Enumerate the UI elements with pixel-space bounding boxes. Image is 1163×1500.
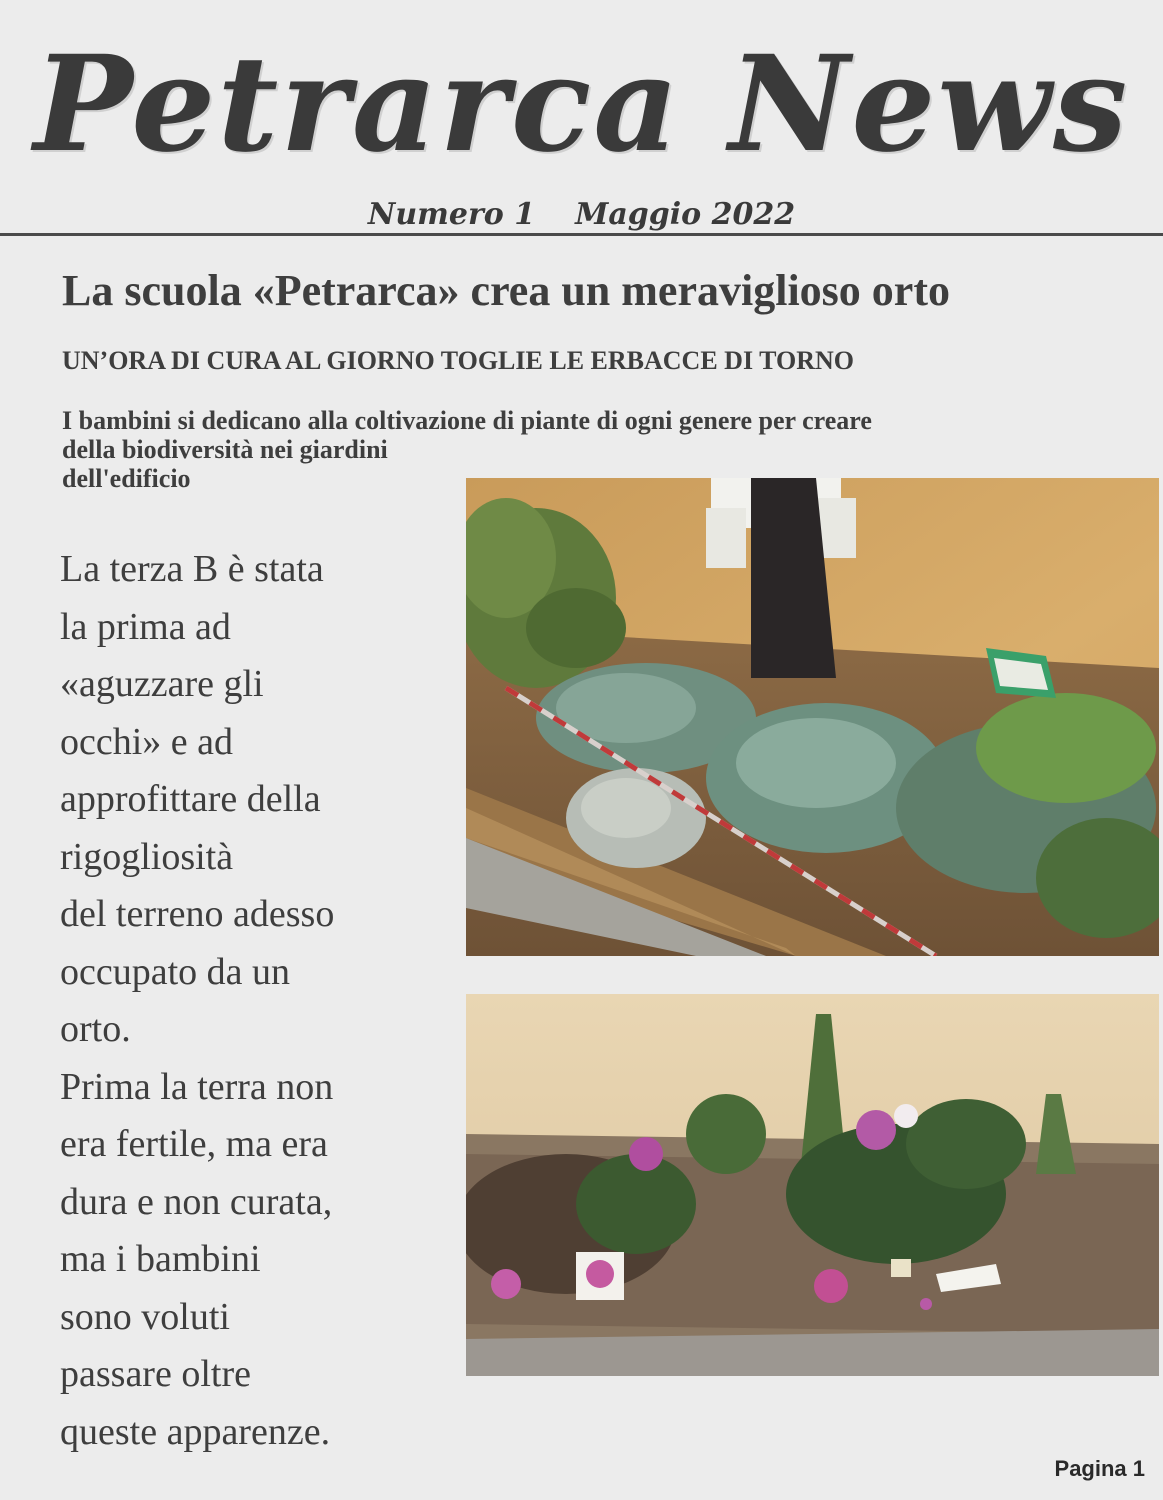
issue-number: Numero 1 [367, 197, 536, 232]
masthead-title: Petrarca News [33, 27, 1130, 182]
lead-line: della biodiversità nei giardini [62, 435, 388, 464]
roses-photo [466, 994, 1159, 1376]
body-line: passare oltre [60, 1353, 251, 1395]
body-line: La terza B è stata [60, 548, 324, 590]
garden-photo [466, 478, 1159, 956]
garden-photo-image [466, 478, 1159, 956]
body-line: occupato da un [60, 950, 291, 993]
body-line: «aguzzare gli [60, 663, 264, 705]
article-body [60, 541, 440, 1461]
lead-line: dell'edificio [62, 464, 191, 493]
body-line: Prima la terra non [60, 1065, 334, 1108]
issue-date: Maggio 2022 [575, 197, 796, 232]
body-line: sono voluti [60, 1295, 230, 1338]
masthead-rule [0, 233, 1163, 236]
body-line: occhi» e ad [60, 720, 234, 763]
lead-line: I bambini si dedicano alla coltivazione di piante di ogni genere per creare [62, 406, 872, 435]
body-line: dura e non curata, [60, 1180, 333, 1223]
body-line: queste apparenze. [60, 1410, 331, 1453]
article-headline: La scuola «Petrarca» crea un meraviglioso orto [62, 266, 950, 315]
roses-photo-image [466, 994, 1159, 1376]
body-line: rigogliosità [60, 835, 234, 878]
body-line: orto. [60, 1008, 131, 1050]
article-subhead: UN’ORA DI CURA AL GIORNO TOGLIE LE ERBACCE DI TORNO [62, 346, 854, 375]
body-line: approfittare della [60, 778, 321, 820]
page-number: Pagina 1 [1054, 1456, 1145, 1481]
body-line: ma i bambini [60, 1238, 261, 1280]
body-line: del terreno adesso [60, 893, 335, 935]
body-line: era fertile, ma era [60, 1123, 328, 1165]
issue-line [0, 195, 1163, 235]
body-line: la prima ad [60, 605, 231, 648]
